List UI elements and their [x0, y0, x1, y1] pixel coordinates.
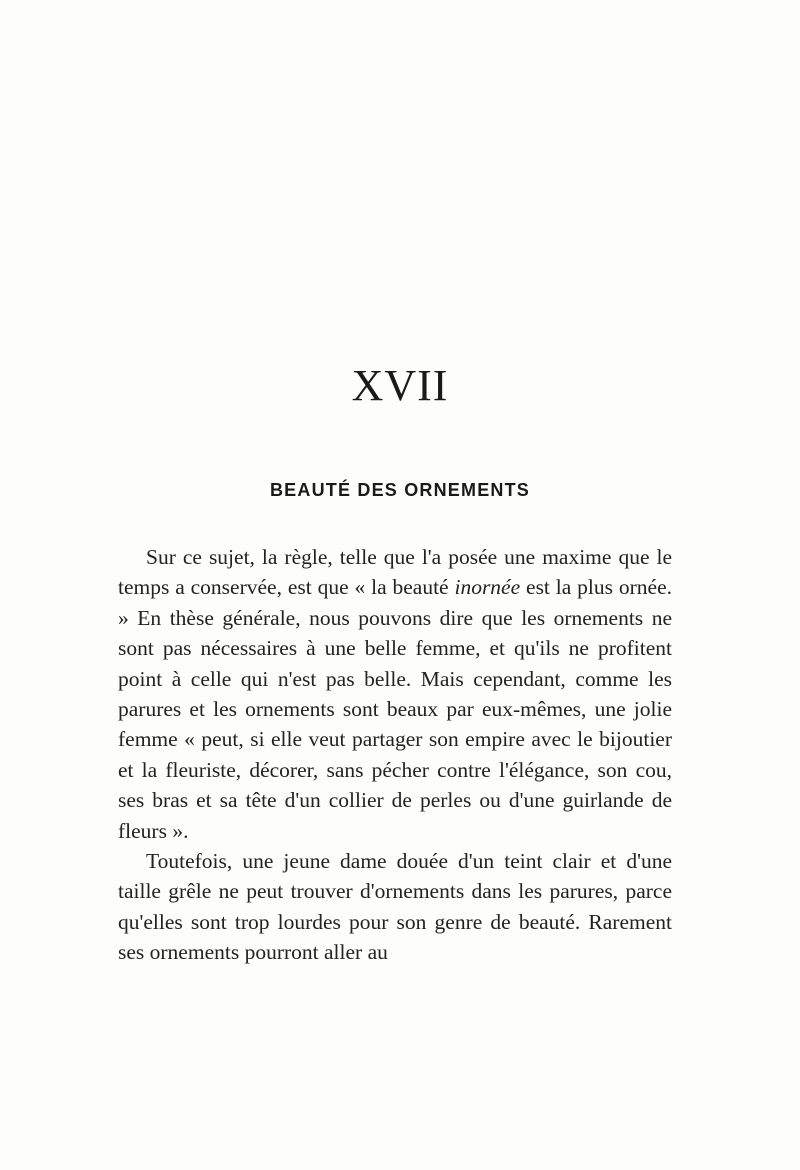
paragraph-1	[118, 542, 672, 846]
paragraph-2: Toutefois, une jeune dame douée d'un teint clair et d'une taille grêle ne peut trouver d'ornements dans les parures, parce qu'elles sont trop lourdes pour son genre de beauté. Rarement ses ornements pourront aller au	[118, 849, 672, 965]
chapter-number: XVII	[351, 361, 449, 410]
paragraph-1-text-end: est la plus ornée. » En thèse générale, nous pouvons dire que les ornements ne sont pas nécessaires à une belle femme, et qu'ils ne profitent point à celle qui n'est pas belle. Mais cependant, comme les parures et les ornements sont beaux par eux-mêmes, une jolie femme « peut, si elle veut partager son empire avec le bijoutier et la fleuriste, décorer, sans pécher contre l'élégance, son cou, ses bras et sa tête d'un collier de perles ou d'une guirlande de fleurs ».	[118, 575, 672, 843]
paragraph-1-text-start: Sur ce sujet, la règle, telle que l'a posée une maxime que le temps a conservée, est que « la beauté	[118, 545, 672, 600]
emphasized-word: inornée	[454, 575, 521, 600]
chapter-title: BEAUTÉ DES ORNEMENTS	[269, 480, 531, 500]
body-text	[118, 542, 672, 968]
